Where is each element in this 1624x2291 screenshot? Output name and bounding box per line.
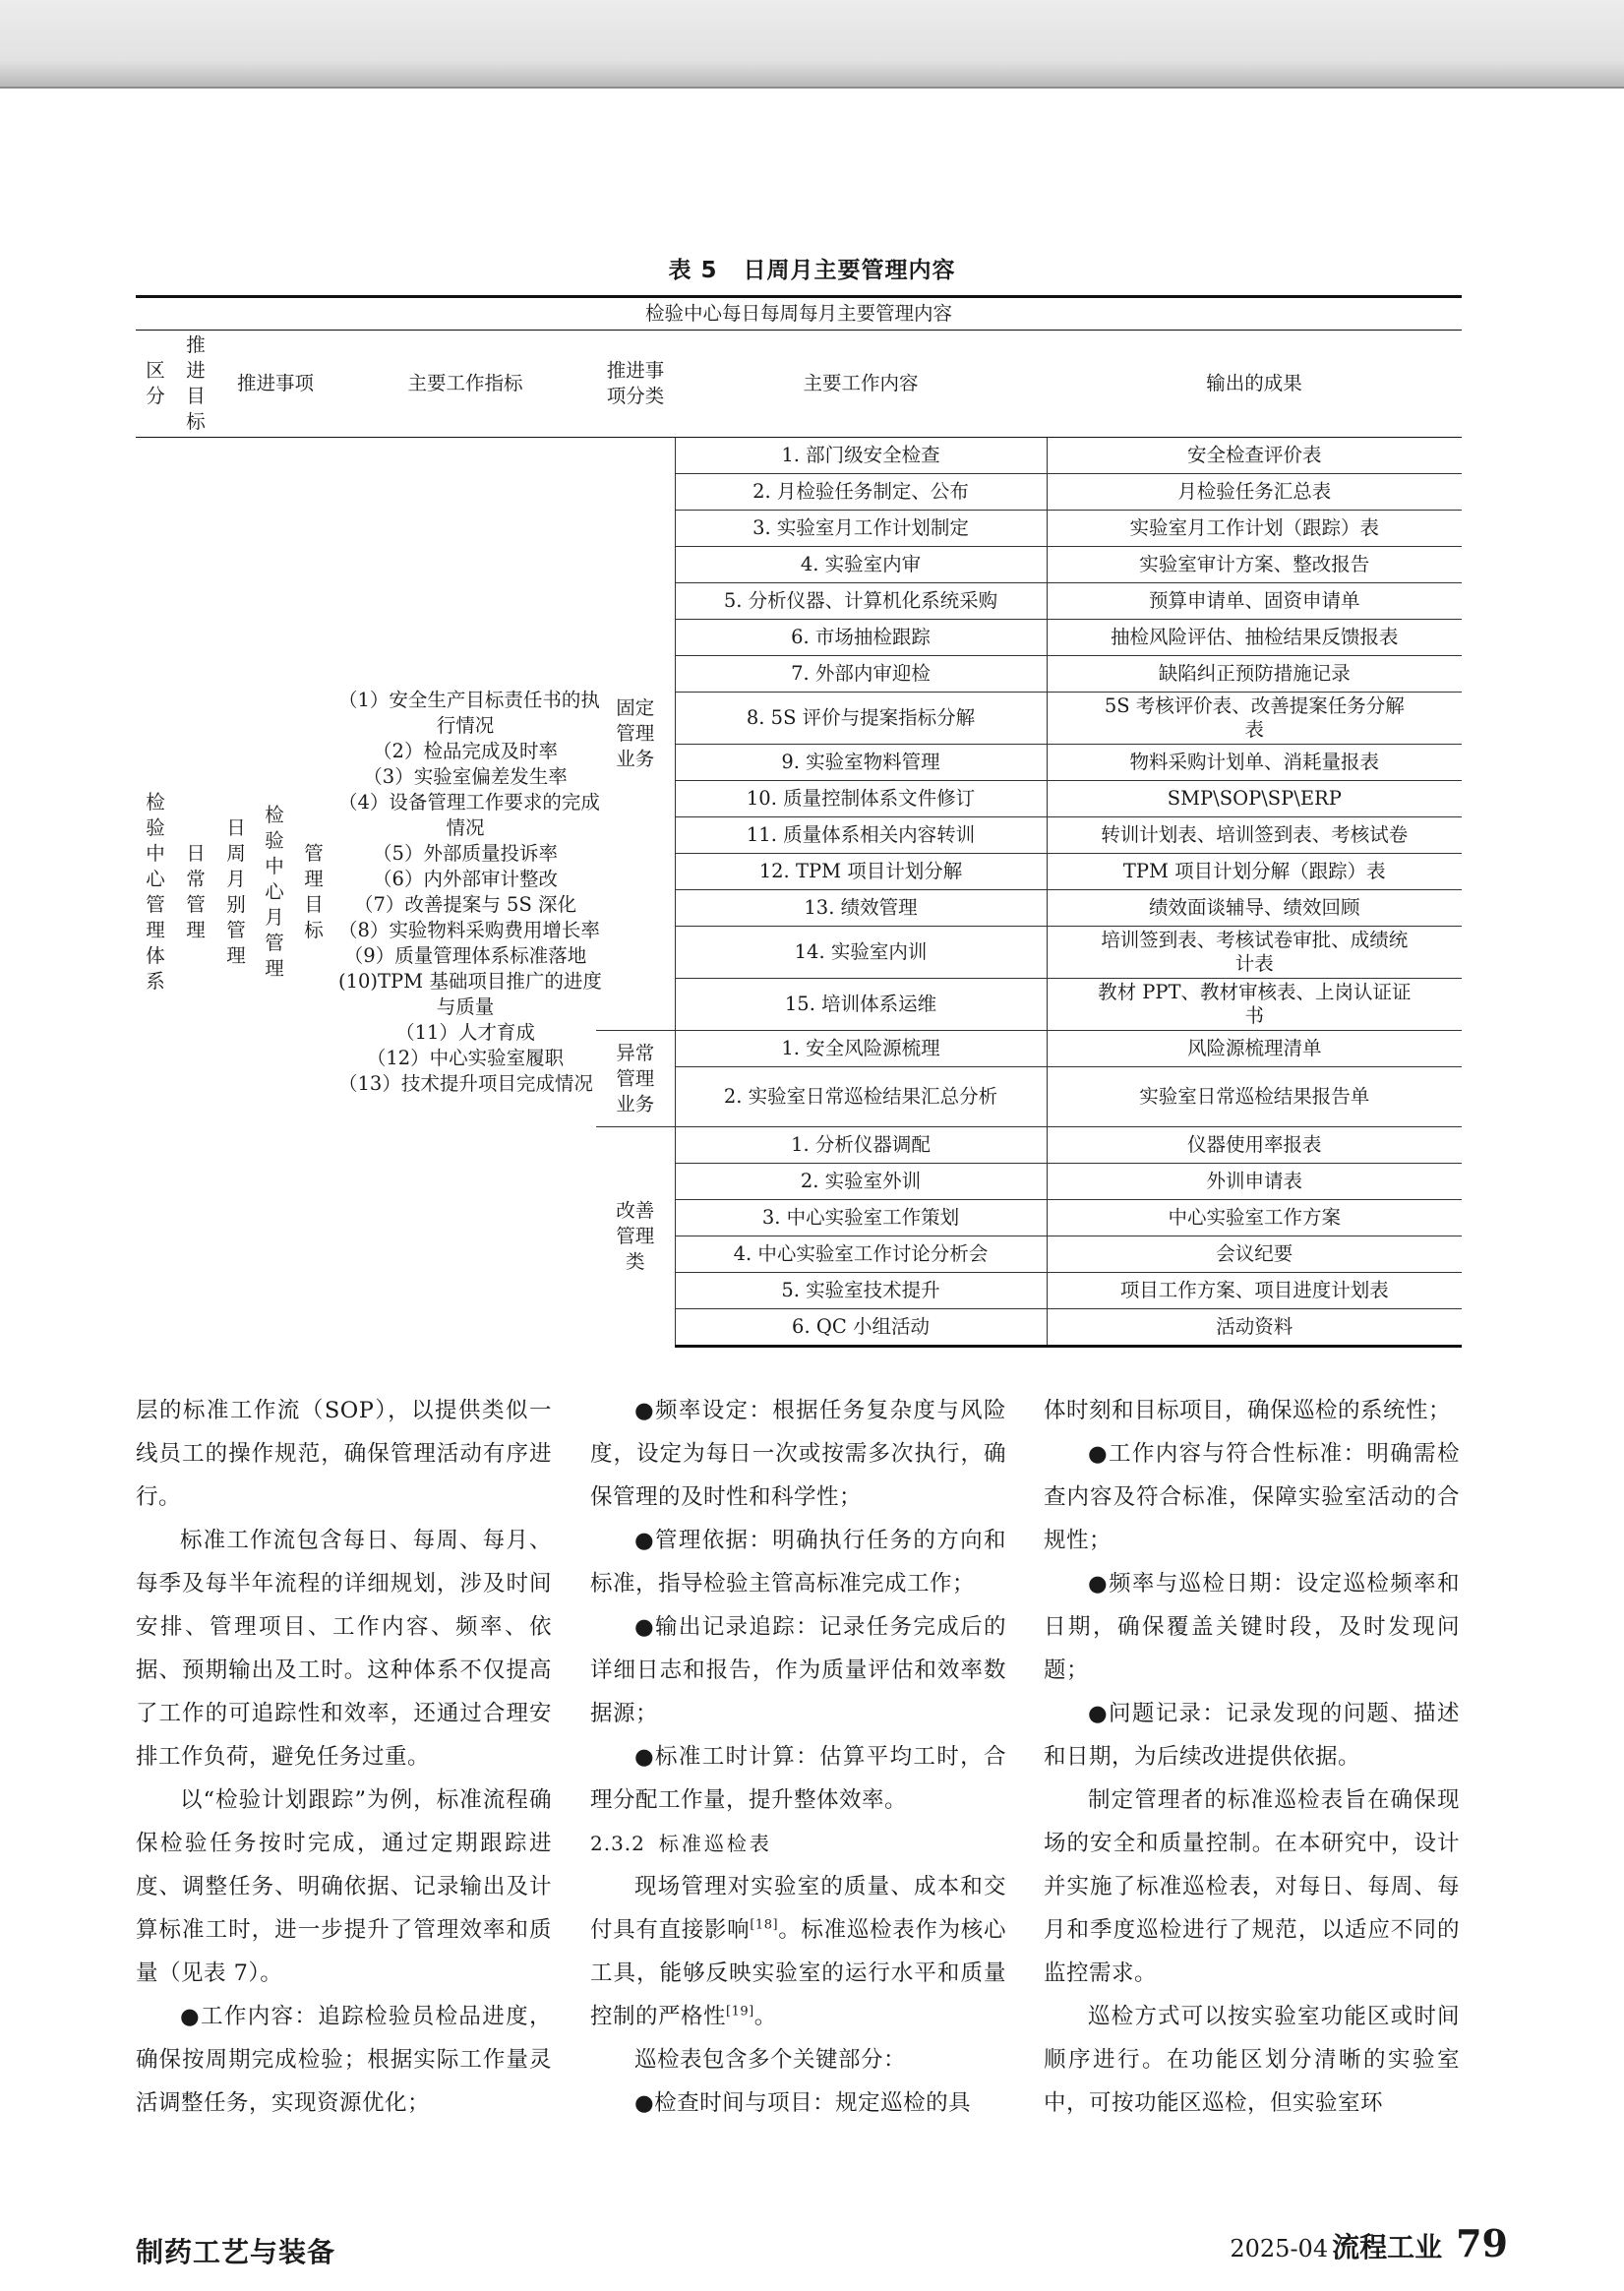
body-column-2 — [590, 1389, 1006, 2125]
paragraph: 标准工作流包含每日、每周、每月、每季及每半年流程的详细规划，涉及时间安排、管理项目、工作内容、频率、依据、预期输出及工时。这种体系不仅提高了工作的可追踪性和效率，还通过合理安排工作负荷，避免任务过重。 — [136, 1528, 552, 1770]
col-header-tuijin-mubiao: 推进目标 — [175, 331, 216, 438]
span-qufen: 检验中心管理体系 — [146, 790, 165, 993]
table-header-title: 检验中心每日每周每月主要管理内容 — [136, 297, 1462, 331]
content-cell: 4. 实验室内审 — [675, 547, 1047, 583]
content-cell: 4. 中心实验室工作讨论分析会 — [675, 1236, 1047, 1273]
content-cell: 12. TPM 项目计划分解 — [675, 854, 1047, 890]
content-cell: 3. 实验室月工作计划制定 — [675, 511, 1047, 547]
content-cell: 3. 中心实验室工作策划 — [675, 1200, 1047, 1236]
indicator-line: （2）检品完成及时率 — [373, 739, 558, 762]
footer-issue: 2025-04 — [1230, 2235, 1329, 2262]
output-cell: 中心实验室工作方案 — [1047, 1200, 1462, 1236]
footer-journal-name: 制药工艺与装备 — [136, 2236, 336, 2268]
table-row — [136, 438, 1462, 474]
bullet-paragraph: ●检查时间与项目：规定巡检的具 — [634, 2090, 972, 2116]
span-tuijin-shixiang-a: 日周月别管理 — [226, 815, 246, 967]
citation-ref: [18] — [750, 1917, 779, 1933]
content-cell: 2. 月检验任务制定、公布 — [675, 474, 1047, 511]
span-tuijin-mubiao: 日常管理 — [186, 841, 206, 941]
paragraph: 以“检验计划跟踪”为例，标准流程确保检验任务按时完成，通过定期跟踪进度、调整任务、明确依据、记录输出及计算标准工时，进一步提升了管理效率和质量（见表 7）。 — [136, 1787, 552, 1986]
bullet-paragraph: ●频率设定：根据任务复杂度与风险度，设定为每日一次或按需多次执行，确保管理的及时性和科学性； — [590, 1398, 1006, 1510]
col-header-shixiang-fenlei: 推进事项分类 — [596, 331, 675, 438]
indicator-line: （9）质量管理体系标准落地 — [343, 943, 587, 967]
paragraph: 层的标准工作流（SOP），以提供类似一线员工的操作规范，确保管理活动有序进行。 — [136, 1398, 552, 1510]
output-cell: 预算申请单、固资申请单 — [1047, 583, 1462, 620]
content-cell: 13. 绩效管理 — [675, 890, 1047, 927]
subsection-number: 2.3.2 — [590, 1832, 645, 1855]
col-header-gongzuo-neirong: 主要工作内容 — [675, 331, 1047, 438]
output-cell: 绩效面谈辅导、绩效回顾 — [1047, 890, 1462, 927]
content-cell: 5. 实验室技术提升 — [675, 1273, 1047, 1309]
indicator-line: （3）实验室偏差发生率 — [363, 764, 568, 788]
table-caption-number: 表 5 — [668, 258, 718, 283]
output-cell: 月检验任务汇总表 — [1047, 474, 1462, 511]
content-cell: 6. QC 小组活动 — [675, 1309, 1047, 1347]
category-abnormal: 异常管理业务 — [596, 1031, 675, 1127]
content-cell: 15. 培训体系运维 — [675, 979, 1047, 1031]
paragraph: 巡检方式可以按实验室功能区或时间顺序进行。在功能区划分清晰的实验室中，可按功能区巡检，但实验室环 — [1044, 2004, 1460, 2116]
bullet-paragraph: ●管理依据：明确执行任务的方向和标准，指导检验主管高标准完成工作； — [590, 1528, 1006, 1597]
col-header-qufen: 区分 — [136, 331, 175, 438]
indicator-line: （8）实验物料采购费用增长率 — [338, 918, 600, 941]
output-cell: 实验室日常巡检结果报告单 — [1047, 1067, 1462, 1127]
output-cell: 缺陷纠正预防措施记录 — [1047, 656, 1462, 693]
body-column-3 — [1044, 1389, 1460, 2125]
bullet-paragraph: ●标准工时计算：估算平均工时，合理分配工作量，提升整体效率。 — [590, 1744, 1006, 1813]
content-cell: 11. 质量体系相关内容转训 — [675, 817, 1047, 854]
table-caption-title: 日周月主要管理内容 — [743, 258, 956, 283]
paragraph: 巡检表包含多个关键部分： — [634, 2047, 907, 2073]
paragraph: 体时刻和目标项目，确保巡检的系统性； — [1044, 1398, 1452, 1423]
content-cell: 10. 质量控制体系文件修订 — [675, 781, 1047, 817]
output-cell: TPM 项目计划分解（跟踪）表 — [1047, 854, 1462, 890]
content-cell: 7. 外部内审迎检 — [675, 656, 1047, 693]
output-cell: 会议纪要 — [1047, 1236, 1462, 1273]
indicator-line: （7）改善提案与 5S 深化 — [353, 892, 577, 916]
content-cell: 2. 实验室外训 — [675, 1164, 1047, 1200]
content-cell: 9. 实验室物料管理 — [675, 745, 1047, 781]
indicator-line: （13）技术提升项目完成情况 — [338, 1071, 593, 1095]
indicator-line: 行情况 — [436, 713, 495, 737]
output-cell: 活动资料 — [1047, 1309, 1462, 1347]
content-cell: 1. 部门级安全检查 — [675, 438, 1047, 474]
content-cell: 14. 实验室内训 — [675, 927, 1047, 979]
indicator-line: 与质量 — [436, 995, 495, 1018]
indicator-line: （5）外部质量投诉率 — [373, 841, 558, 865]
indicator-line: （4）设备管理工作要求的完成 — [338, 790, 600, 814]
category-fixed: 固定管理业务 — [596, 438, 675, 1031]
viewer-top-bar — [0, 0, 1624, 89]
output-cell: 实验室月工作计划（跟踪）表 — [1047, 511, 1462, 547]
bullet-paragraph: ●频率与巡检日期：设定巡检频率和日期，确保覆盖关键时段，及时发现问题； — [1044, 1571, 1460, 1683]
table-header-title-row — [136, 297, 1462, 331]
body-column-1 — [136, 1389, 552, 2125]
indicator-line: （6）内外部审计整改 — [373, 867, 558, 890]
output-cell: 安全检查评价表 — [1047, 438, 1462, 474]
content-cell: 1. 安全风险源梳理 — [675, 1031, 1047, 1067]
content-cell: 5. 分析仪器、计算机化系统采购 — [675, 583, 1047, 620]
content-cell: 2. 实验室日常巡检结果汇总分析 — [675, 1067, 1047, 1127]
content-cell: 1. 分析仪器调配 — [675, 1127, 1047, 1164]
col-header-zhuyao-zhibiao: 主要工作指标 — [334, 331, 596, 438]
indicator-list — [334, 438, 602, 1347]
page-number: 79 — [1456, 2221, 1508, 2265]
indicator-line: （11）人才育成 — [395, 1020, 535, 1044]
span-tuijin-shixiang-b: 检验中心月管理 — [265, 803, 284, 980]
table-column-header-row — [136, 331, 1462, 438]
indicator-line: （1）安全生产目标责任书的执 — [338, 688, 600, 711]
output-cell: 培训签到表、考核试卷审批、成绩统计表 — [1047, 927, 1462, 979]
table-caption — [0, 252, 1624, 284]
span-tuijin-shixiang-c: 管理目标 — [304, 841, 324, 941]
content-cell: 8. 5S 评价与提案指标分解 — [675, 693, 1047, 745]
indicator-line: (10)TPM 基础项目推广的进度 — [338, 969, 602, 993]
output-cell: 项目工作方案、项目进度计划表 — [1047, 1273, 1462, 1309]
bullet-paragraph: ●输出记录追踪：记录任务完成后的详细日志和报告，作为质量评估和效率数据源； — [590, 1614, 1006, 1726]
output-cell: 外训申请表 — [1047, 1164, 1462, 1200]
paragraph: 现场管理对实验室的质量、成本和交付具有直接影响[18]。标准巡检表作为核心工具，能够反映实验室的运行水平和质量控制的严格性[19]。 — [590, 1874, 1006, 2029]
indicator-line: （12）中心实验室履职 — [366, 1046, 565, 1069]
output-cell: 抽检风险评估、抽检结果反馈报表 — [1047, 620, 1462, 656]
paragraph: 制定管理者的标准巡检表旨在确保现场的安全和质量控制。在本研究中，设计并实施了标准巡检表，对每日、每周、每月和季度巡检进行了规范，以适应不同的监控需求。 — [1044, 1787, 1460, 1986]
footer-magazine: 流程工业 — [1332, 2231, 1443, 2263]
output-cell: 实验室审计方案、整改报告 — [1047, 547, 1462, 583]
subsection-heading — [590, 1822, 1006, 1865]
bullet-paragraph: ●工作内容与符合性标准：明确需检查内容及符合标准，保障实验室活动的合规性； — [1044, 1441, 1460, 1553]
bullet-paragraph: ●问题记录：记录发现的问题、描述和日期，为后续改进提供依据。 — [1044, 1701, 1460, 1770]
output-cell: 5S 考核评价表、改善提案任务分解表 — [1047, 693, 1462, 745]
citation-ref: [19] — [726, 2004, 754, 2020]
output-cell: 教材 PPT、教材审核表、上岗认证证书 — [1047, 979, 1462, 1031]
category-improve: 改善管理类 — [616, 1199, 655, 1274]
subsection-title: 标准巡检表 — [658, 1832, 772, 1855]
col-header-tuijin-shixiang: 推进事项 — [216, 331, 334, 438]
output-cell: SMP\SOP\SP\ERP — [1047, 781, 1462, 817]
output-cell: 转训计划表、培训签到表、考核试卷 — [1047, 817, 1462, 854]
col-header-shuchu-chengguo: 输出的成果 — [1047, 331, 1462, 438]
indicator-line: 情况 — [446, 815, 485, 839]
output-cell: 仪器使用率报表 — [1047, 1127, 1462, 1164]
footer-issue-info — [1230, 2221, 1508, 2265]
bullet-paragraph: ●工作内容：追踪检验员检品进度，确保按周期完成检验；根据实际工作量灵活调整任务，实现资源优化； — [136, 2004, 552, 2116]
output-cell: 风险源梳理清单 — [1047, 1031, 1462, 1067]
content-cell: 6. 市场抽检跟踪 — [675, 620, 1047, 656]
management-content-table — [136, 295, 1462, 1348]
output-cell: 物料采购计划单、消耗量报表 — [1047, 745, 1462, 781]
